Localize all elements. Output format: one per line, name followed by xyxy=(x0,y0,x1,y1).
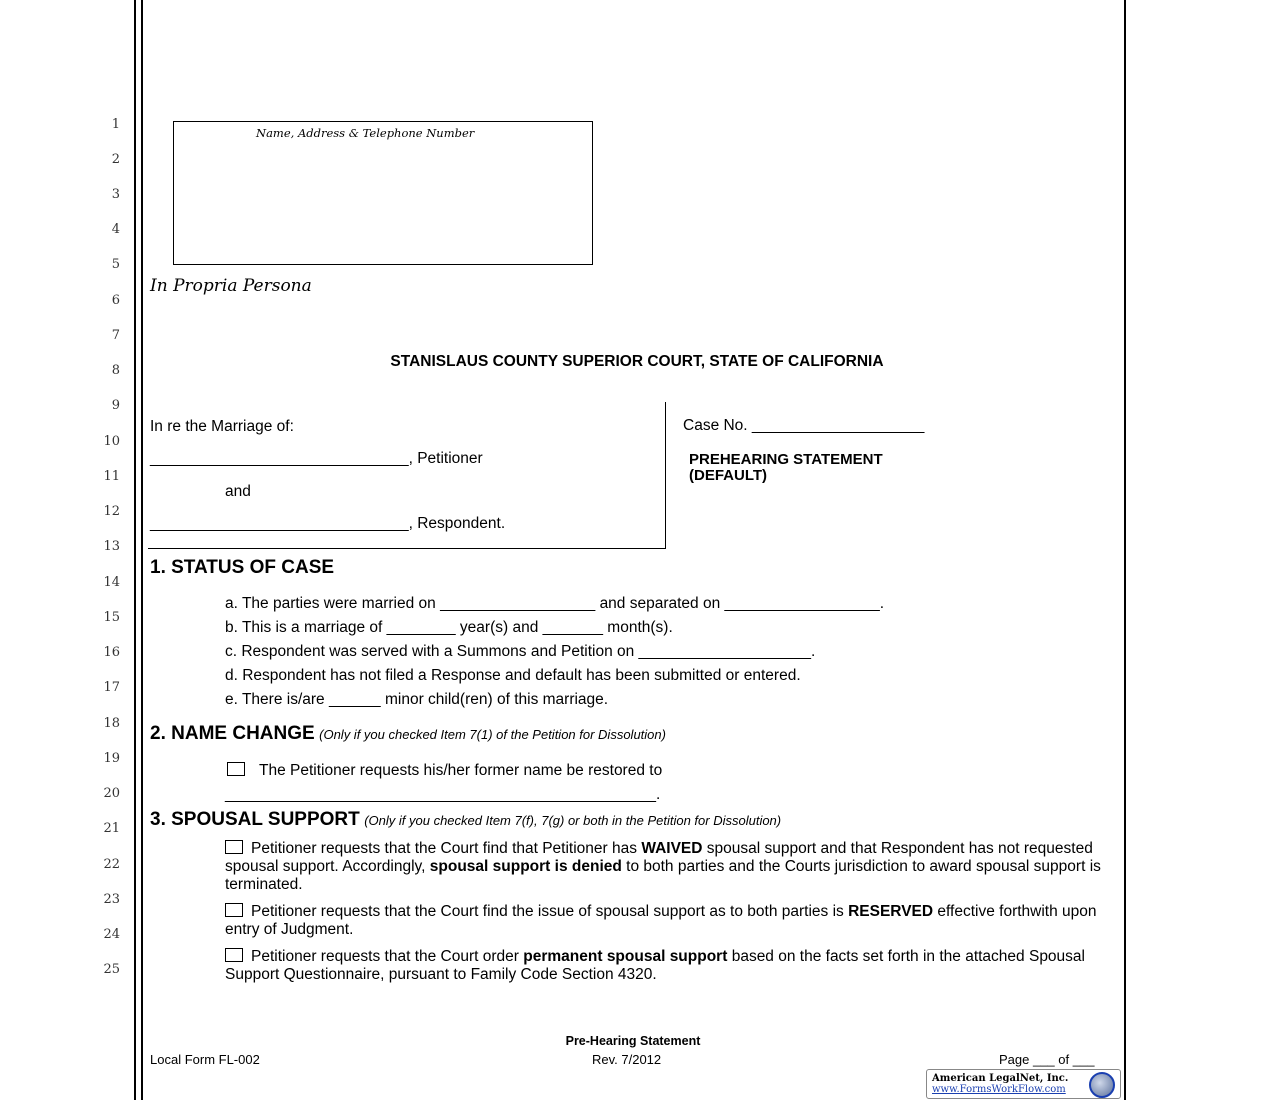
line-number: 15 xyxy=(103,610,120,625)
caption-divider-horizontal xyxy=(148,548,666,549)
in-pro-per: In Propria Persona xyxy=(150,276,312,296)
publisher-url[interactable]: www.FormsWorkFlow.com xyxy=(932,1084,1066,1095)
in-re-label: In re the Marriage of: xyxy=(150,418,294,435)
court-title: STANISLAUS COUNTY SUPERIOR COURT, STATE OF CALIFORNIA xyxy=(390,353,884,370)
document-title-line1: PREHEARING STATEMENT xyxy=(689,451,883,468)
caption-divider-vertical xyxy=(665,402,666,549)
line-number: 11 xyxy=(103,469,120,484)
section1-item-d: d. Respondent has not filed a Response and default has been submitted or entered. xyxy=(225,667,801,684)
line-number: 14 xyxy=(103,575,120,590)
section1-item-e: e. There is/are ______ minor child(ren) of this marriage. xyxy=(225,691,609,708)
name-change-label: The Petitioner requests his/her former name be restored to xyxy=(259,762,663,779)
section1-item-a: a. The parties were married on __________________ and separated on __________________. xyxy=(225,595,884,612)
line-number: 7 xyxy=(111,328,120,343)
former-name-blank: __________________________________________________. xyxy=(225,786,661,803)
box-label: Name, Address & Telephone Number xyxy=(256,126,475,140)
line-number: 12 xyxy=(103,504,120,519)
line-number: 22 xyxy=(103,857,120,872)
opt1-text-e: to both parties and the Courts jurisdiction to award spousal support is terminated. xyxy=(225,858,1101,893)
reserved-checkbox[interactable] xyxy=(225,903,243,917)
line-number: 24 xyxy=(103,927,120,942)
line-number: 23 xyxy=(103,892,120,907)
section3-note: (Only if you checked Item 7(f), 7(g) or both in the Petition for Dissolution) xyxy=(364,813,782,828)
opt2-text-a: Petitioner requests that the Court find the issue of spousal support as to both parties is xyxy=(251,903,849,920)
case-number: Case No. ____________________ xyxy=(683,417,925,434)
publisher-name: American LegalNet, Inc. xyxy=(932,1073,1069,1084)
name-change-checkbox[interactable] xyxy=(227,762,245,776)
right-margin-rule xyxy=(1124,0,1126,1100)
opt3-text-a: Petitioner requests that the Court order xyxy=(251,948,524,965)
respondent-line: ______________________________, Respondent. xyxy=(150,515,506,532)
footer-form-number: Local Form FL-002 xyxy=(150,1052,260,1067)
footer-title: Pre-Hearing Statement xyxy=(565,1034,701,1048)
left-margin-rule-outer xyxy=(134,0,136,1100)
opt1-text-c: spousal support and that Respondent has not requested spousal support. Accordingly, xyxy=(225,840,1093,875)
section1-heading: 1. STATUS OF CASE xyxy=(150,557,335,578)
petitioner-line: ______________________________, Petitioner xyxy=(150,450,483,467)
spousal-support-option-permanent xyxy=(225,948,1120,984)
section1-item-b: b. This is a marriage of ________ year(s) and _______ month(s). xyxy=(225,619,673,636)
opt2-text-c: effective forthwith upon entry of Judgment. xyxy=(225,903,1097,938)
spousal-support-option-waived xyxy=(225,840,1120,894)
section2-note: (Only if you checked Item 7(1) of the Petition for Dissolution) xyxy=(319,727,666,742)
opt1-text-denied: spousal support is denied xyxy=(429,858,622,875)
line-number: 18 xyxy=(103,716,120,731)
section3-heading-row xyxy=(150,809,781,831)
line-number: 19 xyxy=(103,751,120,766)
section2-heading-row xyxy=(150,723,666,745)
name-change-option xyxy=(227,762,662,780)
permanent-checkbox[interactable] xyxy=(225,948,243,962)
line-number: 25 xyxy=(103,962,120,977)
globe-icon xyxy=(1089,1072,1115,1098)
attorney-info-box xyxy=(173,121,593,265)
section2-heading: 2. NAME CHANGE xyxy=(150,723,315,744)
spousal-support-option-reserved xyxy=(225,903,1120,939)
left-margin-rule-inner xyxy=(141,0,143,1100)
section1-item-c: c. Respondent was served with a Summons and Petition on ____________________. xyxy=(225,643,816,660)
line-number: 4 xyxy=(111,222,120,237)
line-number: 9 xyxy=(111,398,120,413)
opt3-text-c: based on the facts set forth in the attached Spousal Support Questionnaire, pursuant to Family Code Section 4320. xyxy=(225,948,1085,983)
opt3-text-permanent: permanent spousal support xyxy=(523,948,728,965)
line-number: 1 xyxy=(111,117,120,132)
waived-checkbox[interactable] xyxy=(225,840,243,854)
line-number: 8 xyxy=(111,363,120,378)
opt1-text-waived: WAIVED xyxy=(641,840,703,857)
footer-revision: Rev. 7/2012 xyxy=(592,1052,662,1067)
line-number: 17 xyxy=(103,680,120,695)
line-number: 16 xyxy=(103,645,120,660)
publisher-logo[interactable] xyxy=(926,1069,1121,1099)
document-title-line2: (DEFAULT) xyxy=(689,467,768,484)
line-number: 13 xyxy=(103,539,120,554)
line-number: 2 xyxy=(111,152,120,167)
and-label: and xyxy=(225,483,251,500)
line-number: 21 xyxy=(103,821,120,836)
line-number: 5 xyxy=(111,257,120,272)
opt1-text-a: Petitioner requests that the Court find that Petitioner has xyxy=(251,840,642,857)
line-number: 3 xyxy=(111,187,120,202)
line-number: 10 xyxy=(103,434,120,449)
footer-page-count: Page ___ of ___ xyxy=(999,1052,1095,1067)
section3-heading: 3. SPOUSAL SUPPORT xyxy=(150,809,360,830)
line-number: 6 xyxy=(111,293,120,308)
opt2-text-reserved: RESERVED xyxy=(848,903,934,920)
line-number: 20 xyxy=(103,786,120,801)
